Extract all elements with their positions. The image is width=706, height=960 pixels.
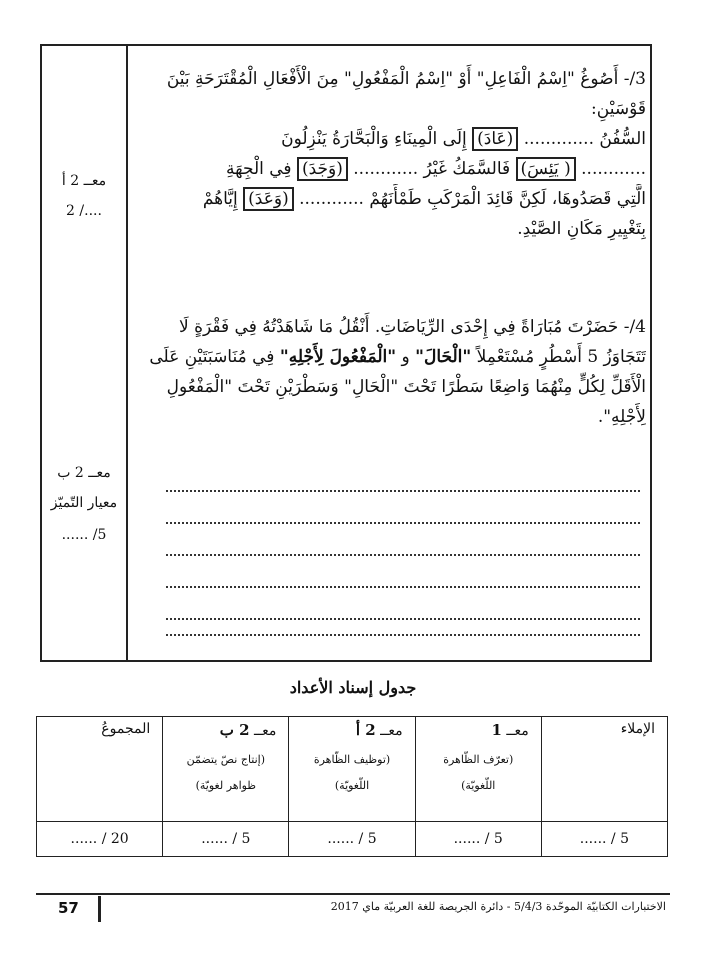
footer-rule bbox=[36, 893, 670, 895]
column-title bbox=[301, 721, 402, 739]
footer-text: الاختبارات الكتابيّة الموحّدة 5/4/3 - دائرة الجريصة للغة العربيّة ماي 2017 bbox=[330, 900, 666, 913]
q3-criterion-code: معــ 2 أ bbox=[61, 173, 107, 189]
q4-instruction: 4/- حَضَرْتَ مُبَارَاةً فِي إِحْدَى الرِّيَاضَاتِ. أَنْقُلُ مَا شَاهَدْتُهُ فِي فَقْرَةٍ لَا bbox=[179, 317, 646, 337]
q4-criterion-code: معــ 2 ب bbox=[57, 465, 111, 481]
q3-instruction-cont: قَوْسَيْنِ: bbox=[591, 99, 646, 119]
column-title bbox=[175, 721, 276, 739]
grade-column-criterion-2b bbox=[163, 717, 289, 822]
q3-sentence-2 bbox=[134, 154, 646, 184]
criterion-label: معــ bbox=[380, 723, 403, 739]
description-line: اللّغويّة) bbox=[461, 779, 496, 792]
q3-verb-box: (وَجَدَ) bbox=[297, 157, 348, 181]
score-cell-criterion-1[interactable]: 5 / ...... bbox=[415, 822, 541, 857]
score-cell-total[interactable]: 20 / ...... bbox=[37, 822, 163, 857]
q3-text: فَالسَّمَكُ غَيْرُ ............ bbox=[347, 159, 516, 179]
grade-column-dictation bbox=[541, 717, 667, 822]
q3-verb-box: ( يَئِسَ) bbox=[516, 157, 576, 181]
answer-line[interactable] bbox=[166, 574, 640, 588]
criterion-description bbox=[428, 747, 529, 799]
q4-text: فِي مُنَاسَبَتَيْنِ عَلَى bbox=[149, 347, 280, 367]
q3-text: ............ bbox=[575, 159, 646, 179]
q3-text: إِيَّاهُمْ bbox=[202, 189, 244, 209]
question-3 bbox=[134, 64, 646, 244]
q3-text: فِي الْجِهَةِ bbox=[226, 159, 297, 179]
criterion-code: 1 bbox=[491, 721, 502, 739]
description-line: اللّغويّة) bbox=[334, 779, 370, 792]
grade-table-header-row bbox=[37, 717, 668, 822]
answer-line[interactable] bbox=[166, 478, 640, 492]
q3-text: الَّتِي قَصَدُوهَا، لَكِنَّ قَائِدَ الْمَرْكَبِ طَمْأَنَهُمْ ............ bbox=[293, 189, 646, 209]
q4-instruction-end: لِأَجْلِهِ". bbox=[597, 407, 646, 427]
grade-column-total bbox=[37, 717, 163, 822]
grade-table-title: جدول إسناد الأعداد bbox=[289, 678, 417, 697]
q3-criterion-score: ..../ 2 bbox=[66, 203, 102, 219]
q4-keyword-hal: "الْحَالَ" bbox=[415, 347, 472, 367]
criteria-column-divider bbox=[126, 44, 128, 662]
criterion-label: معــ bbox=[506, 723, 529, 739]
answer-line[interactable] bbox=[166, 510, 640, 524]
q4-criterion-score: 5/ ...... bbox=[61, 527, 107, 543]
q3-sentence-3 bbox=[134, 184, 646, 214]
q4-keyword-maful: "الْمَفْعُولَ لِأَجْلِهِ" bbox=[279, 347, 397, 367]
column-title: المجموعُ bbox=[101, 721, 151, 737]
q3-sentence-4: بِتَغْيِيرِ مَكَانِ الصَّيْدِ. bbox=[517, 219, 646, 239]
column-title bbox=[428, 721, 529, 739]
q4-instruction-cont: الْأَقَلِّ لِكُلٍّ مِنْهُمَا وَاضِعًا سَطْرًا تَحْتَ "الْحَالِ" وَسَطْرَيْنِ تَحْتَ "الْمَفْعُولِ bbox=[166, 377, 646, 397]
description-line: (إنتاج نصّ يتضمّن bbox=[186, 753, 266, 766]
question-4 bbox=[134, 312, 646, 432]
criterion-description bbox=[175, 747, 276, 799]
grade-column-criterion-1 bbox=[415, 717, 541, 822]
q4-criterion-label: معيار التّميّز bbox=[50, 495, 118, 511]
q4-instruction-cont bbox=[134, 342, 646, 372]
criterion-label: معــ bbox=[253, 723, 277, 739]
description-line: (توظيف الظّاهرة bbox=[313, 753, 391, 766]
description-line: (تعرّف الظّاهرة bbox=[443, 753, 514, 766]
criterion-code: 2 ب bbox=[219, 721, 250, 739]
column-title: الإملاء bbox=[620, 721, 655, 737]
q3-sentence-1 bbox=[134, 124, 646, 154]
q3-verb-box: (عَادَ) bbox=[472, 127, 518, 151]
description-line: ظواهر لغويّة) bbox=[195, 779, 257, 792]
q3-verb-box: (وَعَدَ) bbox=[243, 187, 294, 211]
criterion-description bbox=[301, 747, 402, 799]
q4-text: و bbox=[396, 347, 416, 367]
q3-text: إِلَى الْمِينَاءِ وَالْبَحَّارَةُ يَنْزِلُونَ bbox=[281, 129, 473, 149]
grade-table bbox=[36, 716, 668, 857]
score-cell-criterion-2a[interactable]: 5 / ...... bbox=[289, 822, 415, 857]
footer-separator bbox=[98, 896, 101, 922]
q3-text: السُّفُنُ ............. bbox=[518, 129, 646, 149]
answer-line[interactable] bbox=[166, 622, 640, 636]
page-number: 57 bbox=[58, 899, 79, 917]
answer-line[interactable] bbox=[166, 606, 640, 620]
score-cell-dictation[interactable]: 5 / ...... bbox=[541, 822, 667, 857]
q4-text: تَتَجَاوَزُ 5 أَسْطُرٍ مُسْتَعْمِلاً bbox=[471, 347, 646, 367]
score-cell-criterion-2b[interactable]: 5 / ...... bbox=[163, 822, 289, 857]
criterion-code: 2 أ bbox=[355, 721, 376, 739]
answer-line[interactable] bbox=[166, 542, 640, 556]
q3-instruction: 3/- أَصُوغُ "اِسْمُ الْفَاعِلِ" أَوْ "اِسْمُ الْمَفْعُولِ" مِنَ الْأَفْعَالِ الْمُقْتَرَحَةِ بَيْنَ bbox=[166, 69, 646, 89]
grade-column-criterion-2a bbox=[289, 717, 415, 822]
grade-table-score-row bbox=[37, 822, 668, 857]
